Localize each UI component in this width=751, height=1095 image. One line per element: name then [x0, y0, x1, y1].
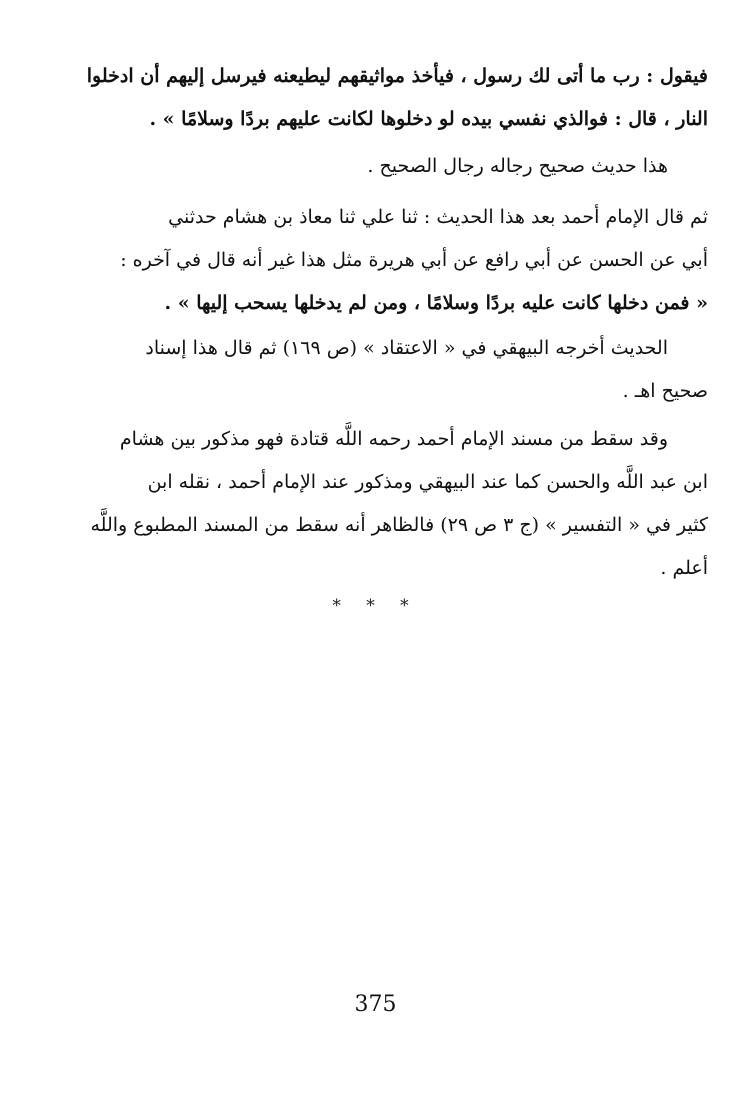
- text-line: كثير في « التفسير » (ج ٣ ص ٢٩) فالظاهر أنه سقط من المسند المطبوع واللَّه: [90, 514, 708, 536]
- text-line: وقد سقط من مسند الإمام أحمد رحمه اللَّه قتادة فهو مذكور بين هشام: [119, 428, 668, 450]
- text-line: فيقول : رب ما أتى لك رسول ، فيأخذ مواثيقهم ليطيعنه فيرسل إليهم أن ادخلوا: [86, 65, 708, 87]
- text-line: هذا حديث صحيح رجاله رجال الصحيح .: [367, 155, 668, 177]
- text-line: صحيح اهـ .: [622, 380, 708, 402]
- paragraph-hadith-continuation: [86, 55, 708, 141]
- text-line: الحديث أخرجه البيهقي في « الاعتقاد » (ص ١٦٩) ثم قال هذا إسناد: [145, 337, 668, 359]
- text-line: أعلم .: [660, 557, 708, 579]
- text-line: أبي عن الحسن عن أبي رافع عن أبي هريرة مثل هذا غير أنه قال في آخره :: [120, 249, 708, 271]
- paragraph-missing-narrator: [86, 418, 708, 590]
- section-separator: * * *: [332, 596, 419, 616]
- paragraph-imam-ahmad: [86, 196, 708, 325]
- text-line: النار ، قال : فوالذي نفسي بيده لو دخلوها لكانت عليهم بردًا وسلامًا » .: [149, 108, 708, 130]
- paragraph-authenticity-note: [86, 145, 708, 188]
- text-line: ابن عبد اللَّه والحسن كما عند البيهقي ومذكور عند الإمام أحمد ، نقله ابن: [147, 471, 708, 493]
- paragraph-bayhaqi: [86, 327, 708, 413]
- page-number: 375: [354, 992, 397, 1017]
- text-line: ثم قال الإمام أحمد بعد هذا الحديث : ثنا علي ثنا معاذ بن هشام حدثني: [168, 206, 708, 228]
- text-line: « فمن دخلها كانت عليه بردًا وسلامًا ، ومن لم يدخلها يسحب إليها » .: [164, 292, 708, 314]
